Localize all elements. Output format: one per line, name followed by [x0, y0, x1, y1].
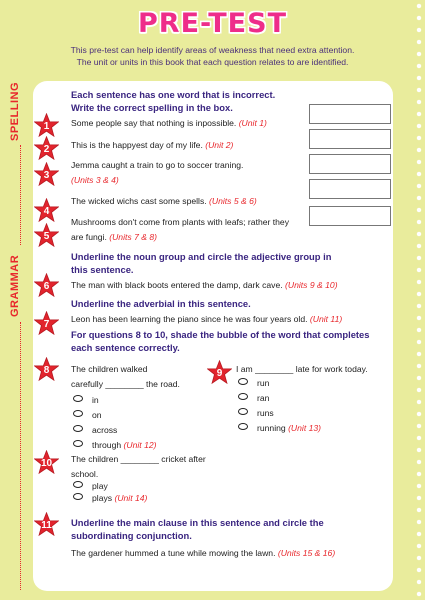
question-11-unit: (Units 15 & 16) — [277, 548, 336, 558]
question-10-star-icon — [34, 450, 59, 475]
question-7-number: 7 — [43, 319, 50, 330]
grammar-instruction-1 — [71, 250, 331, 276]
question-8-option-in[interactable] — [73, 393, 99, 408]
question-3-answer-box[interactable] — [309, 154, 391, 174]
question-10 — [71, 452, 206, 482]
answer-bubble[interactable] — [73, 395, 83, 402]
question-9-option-run[interactable] — [238, 376, 269, 391]
intro-line-2: The unit or units in this book that each question relates to are identified. — [76, 57, 349, 67]
question-4-number: 4 — [43, 206, 50, 217]
question-6-unit: (Units 9 & 10) — [285, 280, 338, 290]
question-9-unit: (Unit 13) — [288, 423, 322, 433]
intro-line-1: This pre-test can help identify areas of weakness that need extra attention. — [70, 45, 355, 55]
question-5-text-line-1: Mushrooms don't come from plants with leafs; rather they — [71, 217, 290, 227]
option-label: across — [92, 425, 118, 435]
question-9-option-running[interactable] — [238, 421, 321, 436]
question-5-text-line-2: are fungi. — [71, 232, 107, 242]
question-8-text-line-1: The children walked — [71, 364, 148, 374]
question-8 — [71, 362, 180, 392]
question-9-option-runs[interactable] — [238, 406, 274, 421]
grammar-instruction-2: Underline the adverbial in this sentence. — [71, 298, 251, 309]
option-label: through — [92, 440, 122, 450]
option-label: ran — [257, 393, 270, 403]
question-11-instruction-line-2: subordinating conjunction. — [71, 530, 192, 541]
question-6-star-icon — [34, 273, 59, 298]
question-5-number: 5 — [43, 231, 50, 242]
section-divider-spelling — [20, 145, 21, 245]
question-11-text: The gardener hummed a tune while mowing the lawn. — [71, 548, 276, 558]
question-2-number: 2 — [43, 144, 50, 155]
grammar-instruction-3 — [71, 328, 369, 354]
question-2 — [71, 138, 233, 153]
question-2-star-icon — [34, 136, 59, 161]
question-3-star-icon — [34, 162, 59, 187]
question-6-text: The man with black boots entered the damp, dark cave. — [71, 280, 283, 290]
question-8-option-on[interactable] — [73, 408, 102, 423]
question-9-text: I am ________ late for work today. — [236, 364, 368, 374]
intro-text — [0, 44, 425, 68]
question-4-text: The wicked wichs cast some spells. — [71, 196, 207, 206]
answer-bubble[interactable] — [238, 393, 248, 400]
option-label: plays — [92, 493, 113, 503]
section-label-spelling: SPELLING — [9, 81, 21, 141]
answer-bubble[interactable] — [238, 408, 248, 415]
grammar-instruction-3-line-1: For questions 8 to 10, shade the bubble of the word that completes — [71, 329, 370, 340]
option-label: running — [257, 423, 286, 433]
question-4 — [71, 194, 257, 209]
question-1-star-icon — [34, 113, 59, 138]
question-10-unit: (Unit 14) — [114, 493, 148, 503]
question-11-instruction — [71, 516, 324, 542]
question-4-unit: (Units 5 & 6) — [209, 196, 257, 206]
option-label: in — [92, 395, 99, 405]
question-7[interactable] — [71, 312, 342, 327]
question-10-option-plays[interactable] — [73, 491, 147, 506]
question-9-number: 9 — [216, 368, 223, 379]
question-5-answer-box[interactable] — [309, 206, 391, 226]
option-label: run — [257, 378, 270, 388]
question-10-number: 10 — [40, 458, 53, 469]
question-9 — [236, 362, 368, 377]
question-1 — [71, 116, 267, 131]
option-label: on — [92, 410, 102, 420]
question-5 — [71, 215, 289, 245]
answer-bubble[interactable] — [73, 481, 83, 488]
question-6[interactable] — [71, 278, 338, 293]
question-3-text: Jemma caught a train to go to soccer traning. — [71, 160, 244, 170]
answer-bubble[interactable] — [73, 410, 83, 417]
section-divider-grammar — [20, 322, 21, 590]
answer-bubble[interactable] — [73, 425, 83, 432]
grammar-instruction-1-line-1: Underline the noun group and circle the adjective group in — [71, 251, 332, 262]
question-8-option-through[interactable] — [73, 438, 157, 453]
question-11-instruction-line-1: Underline the main clause in this sentence and circle the — [71, 517, 324, 528]
question-2-answer-box[interactable] — [309, 129, 391, 149]
dot-border — [413, 0, 425, 600]
question-1-unit: (Unit 1) — [238, 118, 267, 128]
question-3-number: 3 — [43, 170, 50, 181]
question-8-unit: (Unit 12) — [123, 440, 157, 450]
question-9-option-ran[interactable] — [238, 391, 269, 406]
question-7-unit: (Unit 11) — [309, 314, 343, 324]
question-4-star-icon — [34, 198, 59, 223]
grammar-instruction-3-line-2: each sentence correctly. — [71, 342, 180, 353]
answer-bubble[interactable] — [238, 423, 248, 430]
question-10-text-line-2: school. — [71, 469, 99, 479]
answer-bubble[interactable] — [238, 378, 248, 385]
question-2-unit: (Unit 2) — [205, 140, 234, 150]
option-label: runs — [257, 408, 274, 418]
question-3 — [71, 158, 243, 188]
question-5-star-icon — [34, 223, 59, 248]
grammar-instruction-1-line-2: this sentence. — [71, 264, 134, 275]
question-1-number: 1 — [43, 121, 50, 132]
option-label: play — [92, 481, 108, 491]
answer-bubble[interactable] — [73, 493, 83, 500]
question-8-number: 8 — [43, 365, 50, 376]
question-8-text-line-2: carefully ________ the road. — [71, 379, 180, 389]
question-9-star-icon — [207, 360, 232, 385]
question-6-number: 6 — [43, 281, 50, 292]
question-5-unit: (Units 7 & 8) — [109, 232, 157, 242]
question-11-number: 11 — [41, 520, 52, 531]
question-7-text: Leon has been learning the piano since he was four years old. — [71, 314, 308, 324]
spelling-instruction-line-1: Each sentence has one word that is incorrect. — [71, 89, 276, 100]
question-1-text: Some people say that nothing is inpossible. — [71, 118, 237, 128]
question-4-answer-box[interactable] — [309, 179, 391, 199]
page-title: PRE-TEST — [138, 8, 287, 39]
question-8-star-icon — [34, 357, 59, 382]
question-2-text: This is the happyest day of my life. — [71, 140, 203, 150]
question-11-star-icon — [34, 512, 59, 537]
spelling-instruction-line-2: Write the correct spelling in the box. — [71, 102, 233, 113]
section-label-grammar: GRAMMAR — [9, 254, 21, 317]
question-11[interactable] — [71, 546, 335, 561]
spelling-instruction — [71, 88, 275, 114]
question-7-star-icon — [34, 311, 59, 336]
question-3-unit: (Units 3 & 4) — [71, 175, 119, 185]
question-10-text-line-1: The children ________ cricket after — [71, 454, 206, 464]
question-1-answer-box[interactable] — [309, 104, 391, 124]
question-8-option-across[interactable] — [73, 423, 117, 438]
answer-bubble[interactable] — [73, 440, 83, 447]
